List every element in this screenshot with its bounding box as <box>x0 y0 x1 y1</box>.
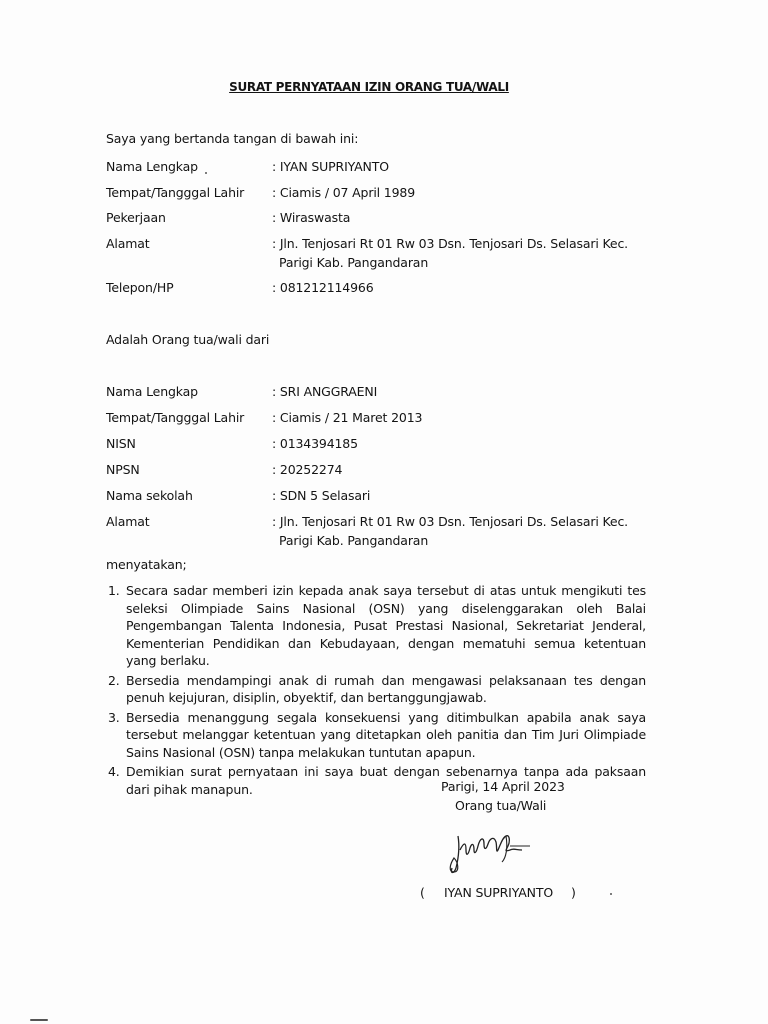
statement-item <box>106 672 646 707</box>
field-value: : 081212114966 <box>272 280 374 295</box>
field-value: : Ciamis / 21 Maret 2013 <box>272 410 423 425</box>
signer-role: Orang tua/Wali <box>455 798 547 813</box>
field-value-line2: Parigi Kab. Pangandaran <box>279 255 429 270</box>
signer-name: IYAN SUPRIYANTO <box>444 885 554 900</box>
close-paren: ) <box>571 885 576 900</box>
statement-number: 2. <box>108 672 120 688</box>
statement-number: 4. <box>108 764 120 779</box>
statement-item <box>106 582 646 670</box>
statement-text: Bersedia mendampingi anak di rumah dan mengawasi pelaksanaan tes dengan penuh kejujuran, disiplin, obyektif, dan bertanggungjawab. <box>126 672 646 705</box>
statement-text: Demikian surat pernyataan ini saya buat dengan sebenarnya tanpa ada paksaan dari pihak manapun. <box>126 764 646 797</box>
relation-text: Adalah Orang tua/wali dari <box>106 332 270 347</box>
field-value: : Wiraswasta <box>272 210 351 225</box>
statement-number: 1. <box>108 583 120 598</box>
open-paren: ( <box>420 885 425 900</box>
field-value: : IYAN SUPRIYANTO <box>272 159 389 174</box>
field-label: NPSN <box>106 462 140 477</box>
field-value: : 20252274 <box>272 462 343 477</box>
declare-text: menyatakan; <box>106 557 187 572</box>
field-label: Alamat <box>106 236 150 251</box>
statement-number: 3. <box>108 709 120 725</box>
document-title: SURAT PERNYATAAN IZIN ORANG TUA/WALI <box>229 80 509 94</box>
scan-speck <box>205 172 207 174</box>
statement-item <box>106 763 646 798</box>
scan-speck <box>30 1019 48 1021</box>
field-value: : SDN 5 Selasari <box>272 488 371 503</box>
field-label: Nama Lengkap <box>106 159 198 174</box>
signature-image <box>440 828 540 878</box>
field-label: NISN <box>106 436 136 451</box>
field-value: : SRI ANGGRAENI <box>272 384 378 399</box>
field-value: : Jln. Tenjosari Rt 01 Rw 03 Dsn. Tenjosari Ds. Selasari Kec. <box>272 236 628 251</box>
statement-text: Secara sadar memberi izin kepada anak saya tersebut di atas untuk mengikuti tes seleksi Olimpiade Sains Nasional (OSN) yang diselenggarakan oleh Balai Pengembangan Talenta Indonesia, Pusat Prestasi Nasional, Sekretariat Jenderal, Kementerian Pendidikan dan Kebudayaan, dengan mematuhi semua ketentuan yang berlaku. <box>126 583 646 668</box>
field-label: Alamat <box>106 514 150 529</box>
statement-list <box>106 582 646 800</box>
statement-text: Bersedia menanggung segala konsekuensi yang ditimbulkan apabila anak saya tersebut melanggar ketentuan yang ditetapkan oleh panitia dan Tim Juri Olimpiade Sains Nasional (OSN) tanpa melakukan tuntutan apapun. <box>126 709 646 760</box>
field-value-line2: Parigi Kab. Pangandaran <box>279 533 429 548</box>
field-label: Nama sekolah <box>106 488 193 503</box>
field-label: Pekerjaan <box>106 210 166 225</box>
field-label: Tempat/Tangggal Lahir <box>106 185 245 200</box>
field-value: : Jln. Tenjosari Rt 01 Rw 03 Dsn. Tenjosari Ds. Selasari Kec. <box>272 514 628 529</box>
field-label: Nama Lengkap <box>106 384 198 399</box>
place-date: Parigi, 14 April 2023 <box>441 779 565 794</box>
statement-item <box>106 709 646 762</box>
field-value: : Ciamis / 07 April 1989 <box>272 185 416 200</box>
intro-text: Saya yang bertanda tangan di bawah ini: <box>106 131 359 146</box>
field-label: Tempat/Tangggal Lahir <box>106 410 245 425</box>
field-label: Telepon/HP <box>106 280 174 295</box>
field-value: : 0134394185 <box>272 436 358 451</box>
scan-speck <box>610 893 612 895</box>
